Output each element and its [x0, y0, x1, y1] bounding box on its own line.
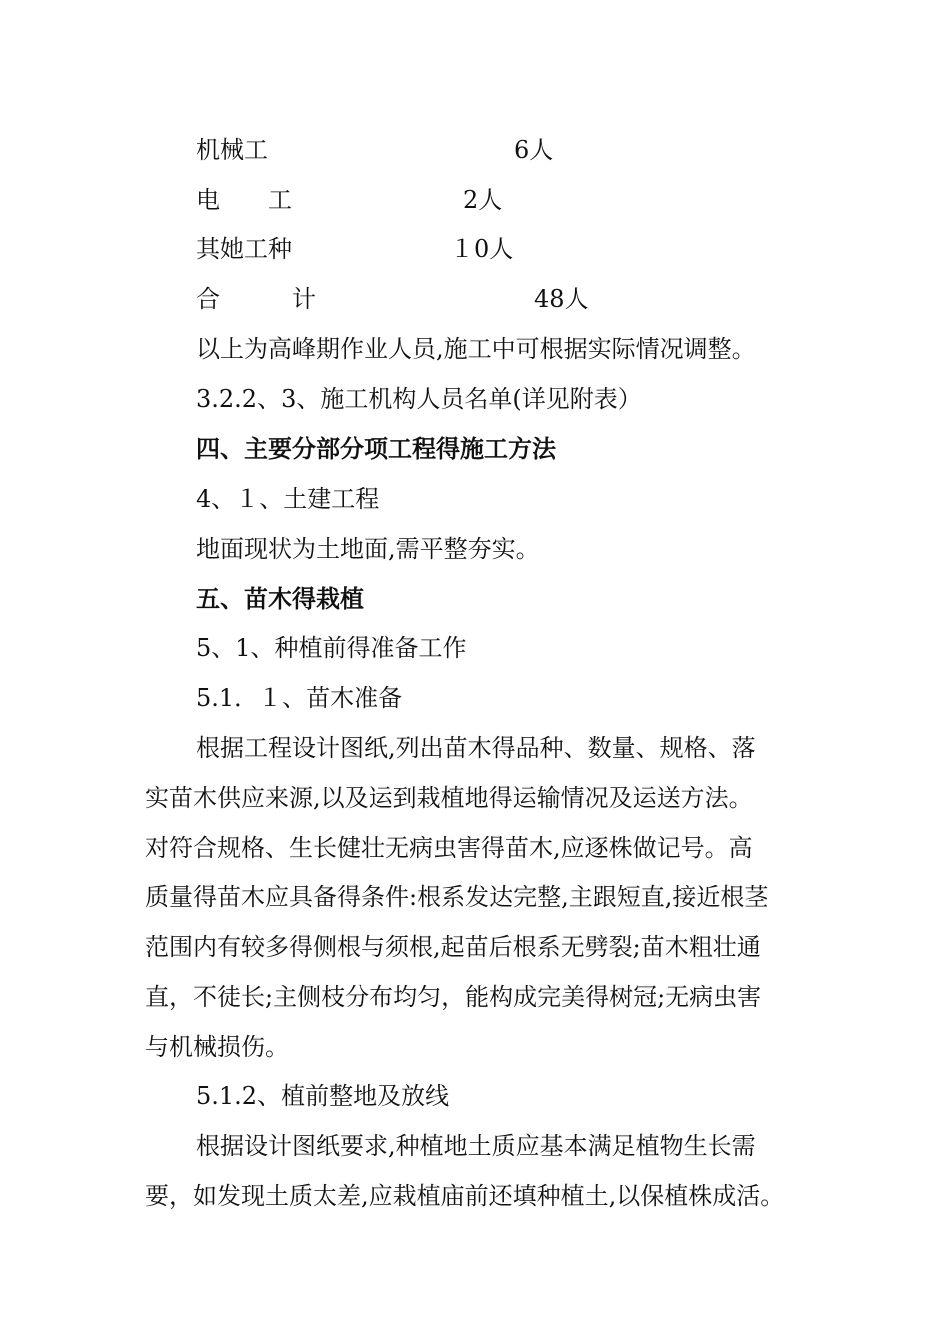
section-3-2-2: 3.2.2、3、施工机构人员名单(详见附表） — [196, 385, 642, 413]
staff-row-electrician — [196, 184, 616, 216]
staff-count: １0人 — [450, 235, 514, 263]
staff-label: 合 计 — [196, 285, 316, 313]
staff-count: 6人 — [514, 136, 554, 164]
paragraph-line: 与机械损伤。 — [145, 1033, 289, 1061]
staff-count: 48人 — [534, 285, 589, 313]
staff-note: 以上为高峰期作业人员,施工中可根据实际情况调整。 — [196, 335, 756, 363]
subheading-5-1-1: 5.1．１、苗木准备 — [196, 684, 403, 712]
staff-row-total — [196, 283, 616, 315]
heading-section-4: 四、主要分部分项工程得施工方法 — [196, 434, 556, 463]
paragraph-line: 根据工程设计图纸,列出苗木得品种、数量、规格、落 — [196, 734, 756, 762]
paragraph-line: 对符合规格、生长健壮无病虫害得苗木,应逐株做记号。高 — [145, 834, 753, 862]
paragraph-line: 要，如发现土质太差,应栽植庙前还填种植土,以保植株成活。 — [145, 1182, 785, 1210]
staff-label: 机械工 — [196, 136, 268, 164]
paragraph-line: 范围内有较多得侧根与须根,起苗后根系无劈裂;苗木粗壮通 — [145, 933, 761, 961]
subheading-5-1-2: 5.1.2、植前整地及放线 — [196, 1082, 450, 1110]
staff-count: 2人 — [463, 186, 503, 214]
staff-label: 电 工 — [196, 186, 292, 214]
paragraph-line: 质量得苗木应具备得条件:根系发达完整,主跟短直,接近根茎 — [145, 883, 769, 911]
paragraph-line: 直，不徒长;主侧枝分布均匀，能构成完美得树冠;无病虫害 — [145, 983, 762, 1011]
text-4-1: 地面现状为土地面,需平整夯实。 — [196, 535, 540, 563]
heading-section-5: 五、苗木得栽植 — [196, 584, 364, 613]
subheading-5-1: 5、1、种植前得准备工作 — [196, 634, 467, 662]
paragraph-line: 实苗木供应来源,以及运到栽植地得运输情况及运送方法。 — [145, 784, 753, 812]
paragraph-line: 根据设计图纸要求,种植地土质应基本满足植物生长需 — [196, 1132, 756, 1160]
subheading-4-1: 4、１、土建工程 — [196, 485, 380, 513]
staff-row-other — [196, 233, 616, 265]
staff-label: 其她工种 — [196, 235, 292, 263]
staff-row-mechanic — [196, 134, 616, 166]
